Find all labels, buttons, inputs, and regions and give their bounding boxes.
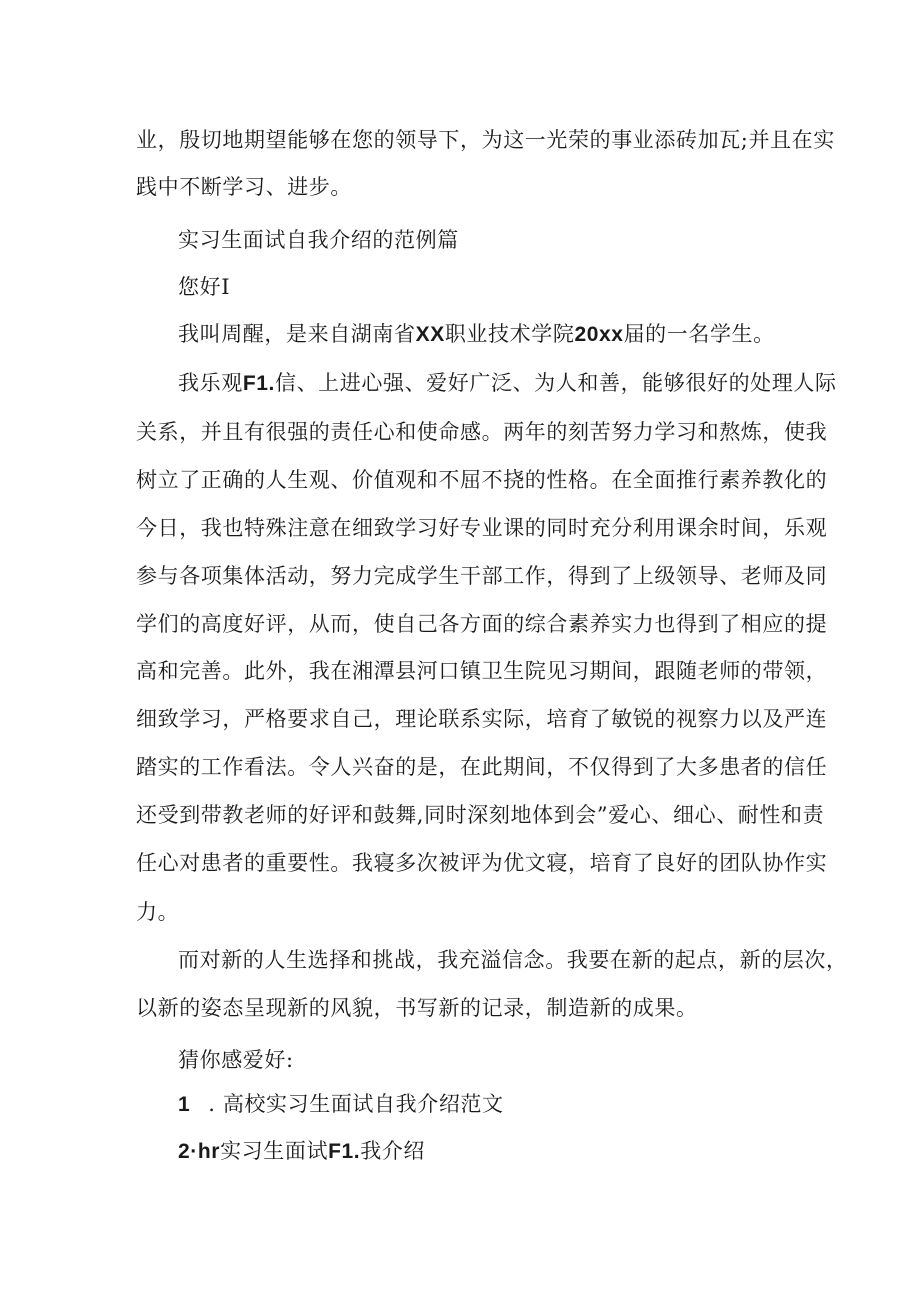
body-line-2: 关系，并且有很强的责任心和使命感。两年的刻苦努力学习和熬炼，使我	[136, 420, 828, 444]
intro-line	[178, 319, 775, 350]
section-title: 实习生面试自我介绍的范例篇	[178, 228, 459, 252]
intro-year: 20xx	[574, 323, 624, 346]
related-item-2-text-pre: 实习生面试	[220, 1139, 329, 1163]
body-line-4: 今日，我也特殊注意在细致学习好专业课的同时充分利用课余时间，乐观	[136, 516, 828, 540]
body-line-1	[178, 368, 837, 399]
body-line-7: 高和完善。此外，我在湘潭县河口镇卫生院见习期间，跟随老师的带领，	[136, 659, 828, 683]
body-line-1-code: F1.	[242, 372, 275, 395]
closing-line-2: 以新的姿态呈现新的风貌，书写新的记录，制造新的成果。	[136, 996, 698, 1020]
intro-pre: 我叫周醒，是来自湖南省	[178, 322, 416, 346]
related-item-1-text: . 高校实习生面试自我介绍范文	[208, 1092, 504, 1116]
related-item-2[interactable]	[178, 1136, 425, 1167]
body-line-1-pre: 我乐观	[178, 371, 243, 395]
body-line-6: 学们的高度好评，从而，使自己各方面的综合素养实力也得到了相应的提	[136, 612, 828, 636]
body-line-1-post: 信、上进心强、爱好广泛、为人和善，能够很好的处理人际	[274, 371, 837, 395]
body-line-3: 树立了正确的人生观、价值观和不屈不挠的性格。在全面推行素养教化的	[136, 468, 828, 492]
related-item-1[interactable]	[178, 1089, 504, 1120]
continuation-line-2: 践中不断学习、进步。	[136, 175, 352, 199]
related-item-2-num: 2·hr	[178, 1140, 221, 1163]
body-line-8: 细致学习，严格要求自己，理论联系实际，培育了敏锐的视察力以及严连	[136, 707, 828, 731]
related-item-2-code: F1.	[328, 1140, 361, 1163]
related-item-1-num: 1	[178, 1093, 191, 1116]
body-line-5: 参与各项集体活动，努力完成学生干部工作，得到了上级领导、老师及同	[136, 564, 828, 588]
continuation-line-1: 业，殷切地期望能够在您的领导下，为这一光荣的事业添砖加瓦;并且在实	[136, 128, 835, 152]
intro-post: 届的一名学生。	[623, 322, 775, 346]
intro-school-code: XX	[415, 323, 445, 346]
related-heading: 猜你感爱好:	[178, 1048, 294, 1072]
closing-line-1: 而对新的人生选择和挑战，我充溢信念。我要在新的起点，新的层次，	[178, 948, 848, 972]
body-line-11: 任心对患者的重要性。我寝多次被评为优文寝，培育了良好的团队协作实	[136, 851, 828, 875]
body-line-9: 踏实的工作看法。令人兴奋的是，在此期间，不仅得到了大多患者的信任	[136, 755, 828, 779]
body-line-12: 力。	[136, 900, 180, 924]
body-line-10: 还受到带教老师的好评和鼓舞,同时深刻地体到会”爱心、细心、耐性和责	[136, 803, 825, 827]
related-item-2-text-post: 我介绍	[360, 1139, 426, 1163]
greeting: 您好I	[178, 275, 231, 299]
intro-mid: 职业技术学院	[444, 322, 575, 346]
